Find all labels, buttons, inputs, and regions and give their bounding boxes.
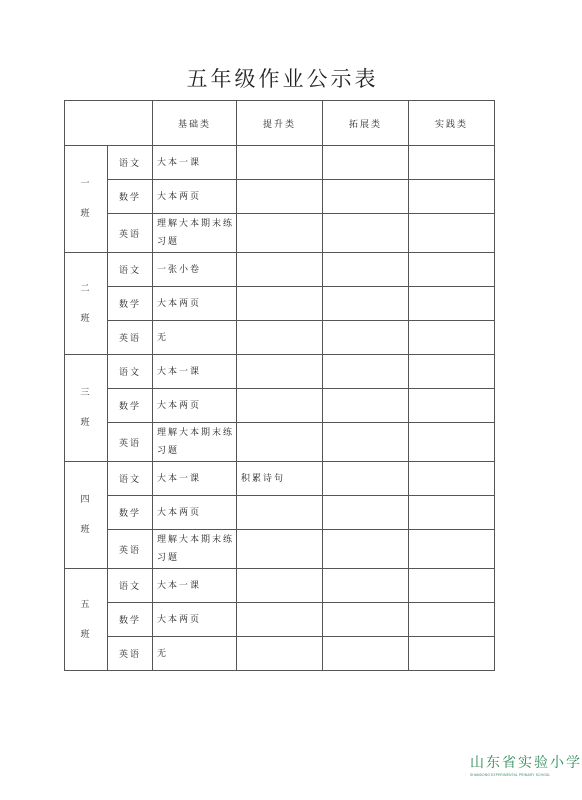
subject-cell: 英语 [108, 423, 153, 462]
practice-cell [409, 321, 495, 355]
class-name-top: 三 [80, 388, 92, 398]
subject-cell: 语文 [108, 569, 153, 603]
improve-cell [237, 389, 323, 423]
practice-cell [409, 423, 495, 462]
improve-cell [237, 321, 323, 355]
subject-cell: 语文 [108, 355, 153, 389]
table-row [65, 603, 495, 637]
basic-cell: 大本一课 [153, 462, 237, 496]
improve-cell [237, 603, 323, 637]
basic-cell: 理解大本期末练习题 [153, 530, 237, 569]
basic-cell: 大本一课 [153, 146, 237, 180]
class-name-cell [65, 355, 108, 462]
improve-cell [237, 287, 323, 321]
subject-cell: 数学 [108, 496, 153, 530]
subject-cell: 语文 [108, 146, 153, 180]
practice-cell [409, 180, 495, 214]
class-name-bottom: 班 [80, 209, 92, 219]
improve-cell: 积累诗句 [237, 462, 323, 496]
practice-cell [409, 389, 495, 423]
basic-cell: 大本两页 [153, 496, 237, 530]
improve-cell [237, 355, 323, 389]
subject-cell: 语文 [108, 253, 153, 287]
subject-cell: 英语 [108, 321, 153, 355]
practice-cell [409, 355, 495, 389]
basic-cell: 大本两页 [153, 287, 237, 321]
basic-cell: 理解大本期末练习题 [153, 214, 237, 253]
homework-table [64, 100, 495, 671]
table-row [65, 389, 495, 423]
practice-cell [409, 530, 495, 569]
improve-cell [237, 253, 323, 287]
class-name-bottom: 班 [80, 629, 92, 640]
page-title: 五年级作业公示表 [186, 67, 379, 91]
extend-cell [323, 180, 409, 214]
practice-cell [409, 496, 495, 530]
practice-cell [409, 146, 495, 180]
improve-cell [237, 214, 323, 253]
practice-cell [409, 287, 495, 321]
extend-cell [323, 146, 409, 180]
basic-cell: 理解大本期末练习题 [153, 423, 237, 462]
table-row [65, 530, 495, 569]
class-name-top: 二 [80, 283, 92, 294]
basic-cell: 大本两页 [153, 389, 237, 423]
school-logo-cn: 山东省实验小学 [470, 755, 582, 771]
table-row [65, 462, 495, 496]
basic-cell: 大本两页 [153, 603, 237, 637]
extend-cell [323, 462, 409, 496]
class-name-cell [65, 462, 108, 569]
subject-cell: 数学 [108, 287, 153, 321]
extend-cell [323, 637, 409, 671]
extend-cell [323, 496, 409, 530]
table-row [65, 253, 495, 287]
improve-cell [237, 569, 323, 603]
table-row [65, 569, 495, 603]
practice-cell [409, 569, 495, 603]
basic-cell: 大本一课 [153, 569, 237, 603]
subject-cell: 英语 [108, 530, 153, 569]
class-name-cell [65, 146, 108, 253]
class-name-top: 五 [80, 599, 92, 610]
class-name-bottom: 班 [80, 525, 92, 535]
subject-cell: 语文 [108, 462, 153, 496]
basic-cell: 无 [153, 637, 237, 671]
extend-cell [323, 569, 409, 603]
improve-cell [237, 146, 323, 180]
extend-cell [323, 253, 409, 287]
school-logo [470, 752, 582, 782]
improve-cell [237, 180, 323, 214]
extend-cell [323, 603, 409, 637]
basic-cell: 大本一课 [153, 355, 237, 389]
table-row [65, 214, 495, 253]
extend-cell [323, 214, 409, 253]
class-name-bottom: 班 [80, 313, 92, 324]
extend-cell [323, 355, 409, 389]
header-basic: 基础类 [153, 101, 237, 146]
header-practice: 实践类 [409, 101, 495, 146]
subject-cell: 数学 [108, 389, 153, 423]
table-row [65, 355, 495, 389]
extend-cell [323, 389, 409, 423]
subject-cell: 数学 [108, 180, 153, 214]
subject-cell: 英语 [108, 214, 153, 253]
table-row [65, 146, 495, 180]
improve-cell [237, 530, 323, 569]
basic-cell: 大本两页 [153, 180, 237, 214]
class-name-cell [65, 569, 108, 671]
basic-cell: 一张小卷 [153, 253, 237, 287]
basic-cell: 无 [153, 321, 237, 355]
header-corner-cell [65, 101, 153, 146]
class-name-cell [65, 253, 108, 355]
extend-cell [323, 321, 409, 355]
practice-cell [409, 253, 495, 287]
header-row [65, 101, 495, 146]
extend-cell [323, 530, 409, 569]
improve-cell [237, 637, 323, 671]
table-row [65, 496, 495, 530]
table-row [65, 287, 495, 321]
improve-cell [237, 496, 323, 530]
table-row [65, 637, 495, 671]
subject-cell: 英语 [108, 637, 153, 671]
subject-cell: 数学 [108, 603, 153, 637]
table-row [65, 321, 495, 355]
table-row [65, 423, 495, 462]
practice-cell [409, 603, 495, 637]
header-improve: 提升类 [237, 101, 323, 146]
improve-cell [237, 423, 323, 462]
practice-cell [409, 462, 495, 496]
school-logo-en: SHANDONG EXPERIMENTAL PRIMARY SCHOOL [470, 773, 551, 777]
class-name-bottom: 班 [80, 418, 92, 428]
extend-cell [323, 423, 409, 462]
table-row [65, 180, 495, 214]
header-extend: 拓展类 [323, 101, 409, 146]
extend-cell [323, 287, 409, 321]
class-name-top: 四 [80, 495, 92, 505]
practice-cell [409, 637, 495, 671]
class-name-top: 一 [80, 179, 92, 189]
practice-cell [409, 214, 495, 253]
